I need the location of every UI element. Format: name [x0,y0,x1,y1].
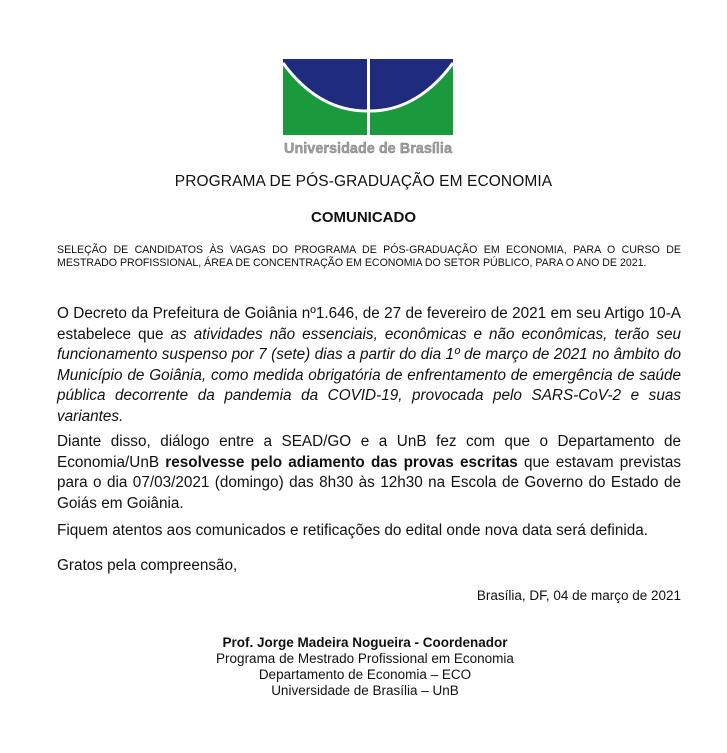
place-date: Brasília, DF, 04 de março de 2021 [476,588,681,603]
unb-logo-icon [283,59,453,157]
paragraph-postponement-tail: que estavam previstas para o dia 07/03/2021 (domingo) das 8h30 às 12h30 na Escola de Governo do Estado de Goiás em Goiânia. [57,453,682,512]
paragraph-decree-quote: as atividades não essenciais, econômicas e não econômicas, terão seu funcionamento suspenso por 7 (sete) dias a partir do dia 1º de março de 2021 no âmbito do Município de Goiânia, como medida obrigatória de enfrentamento de emergência de saúde pública decorrente da pandemia da COVID-19, provocada pelo SARS-CoV-2 e suas variantes. [57,325,681,425]
signatory-department: Departamento de Economia – ECO [258,667,472,682]
paragraph-postponement [57,432,681,514]
signatory-program: Programa de Mestrado Profissional em Economia [216,651,514,666]
paragraph-postponement-bold: resolvesse pelo adiamento das provas escritas [165,453,518,471]
signature-block [180,635,550,699]
signatory-name: Prof. Jorge Madeira Nogueira - Coordenador [222,635,508,650]
signatory-university: Universidade de Brasília – UnB [271,683,459,698]
unb-logo [283,59,453,157]
paragraph-postponement-lead: Diante disso, diálogo entre a SEAD/GO e a UnB fez com que o Departamento de Economia/UnB [57,433,681,471]
paragraph-notice: Fiquem atentos aos comunicados e retificações do edital onde nova data será definida. [57,522,648,539]
logo-wordmark: Universidade de Brasília [284,140,453,157]
selection-subtitle: SELEÇÃO DE CANDIDATOS ÀS VAGAS DO PROGRAMA DE PÓS-GRADUAÇÃO EM ECONOMIA, PARA O CURSO DE MESTRADO PROFISSIONAL, ÁREA DE CONCENTRAÇÃO EM ECONOMIA DO SETOR PÚBLICO, PARA O ANO DE 2021. [57,244,681,269]
document-type-heading: COMUNICADO [311,209,416,226]
program-title: PROGRAMA DE PÓS-GRADUAÇÃO EM ECONOMIA [174,173,553,190]
paragraph-decree [57,304,681,427]
paragraph-thanks: Gratos pela compreensão, [57,557,238,574]
paragraph-decree-lead: O Decreto da Prefeitura de Goiânia nº1.646, de 27 de fevereiro de 2021 em seu Artigo 10-A estabelece que [57,305,681,343]
